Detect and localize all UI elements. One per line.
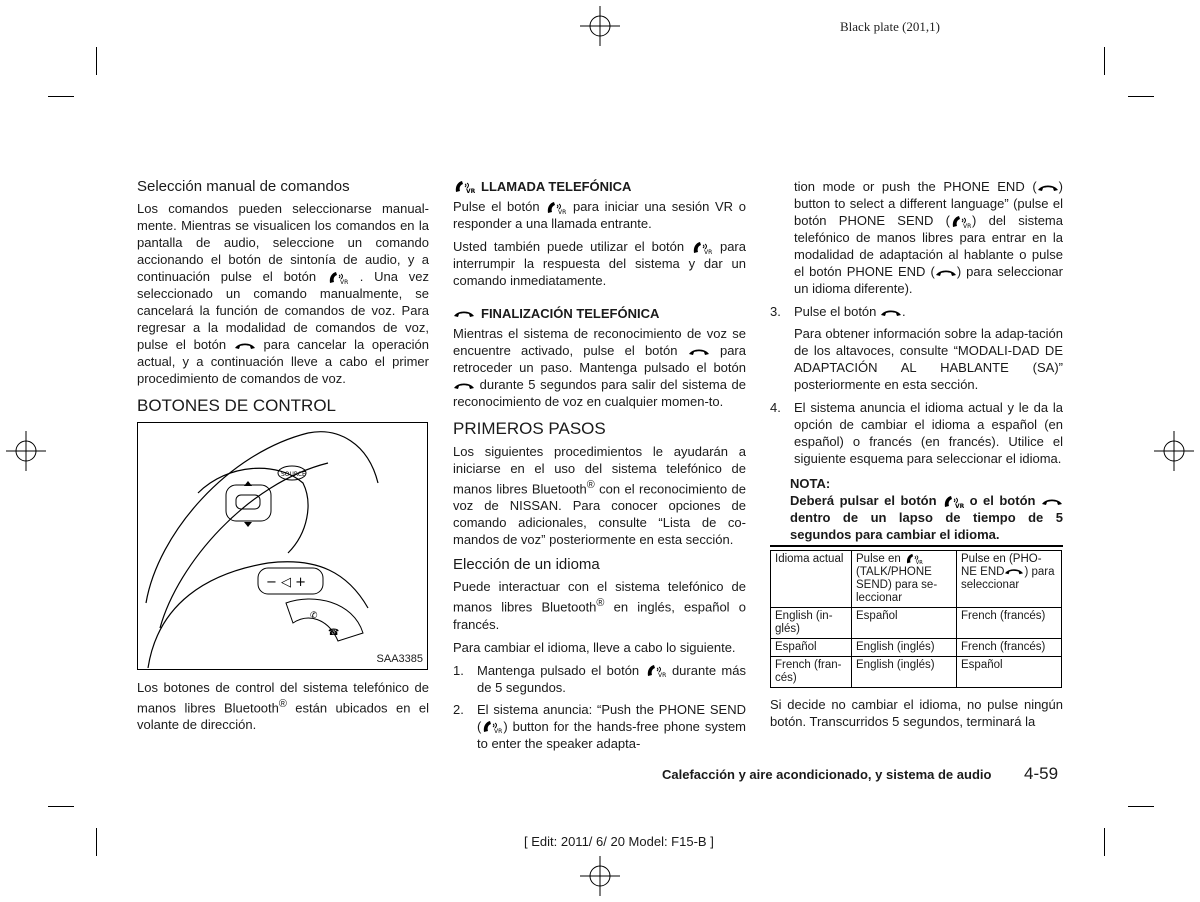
text: para interrumpir la respuesta del sistema y dar un comando inmediatamente. [453, 239, 746, 288]
talk-phone-icon [691, 241, 713, 255]
step-number: 3. [770, 304, 781, 319]
paragraph [137, 200, 429, 387]
text: Los botones de control del sistema telefónico de manos libres Bluetooth [137, 680, 429, 716]
svg-text:VR: VR [963, 222, 972, 229]
svg-text:VR: VR [494, 728, 503, 735]
plate-label: Black plate (201,1) [840, 19, 940, 34]
crop-mark [48, 96, 74, 97]
talk-phone-icon [645, 664, 667, 678]
table-header-cell [852, 551, 957, 608]
text: ) button for the hands-free phone system to enter the speaker adapta- [477, 718, 746, 751]
subsection-heading [453, 178, 746, 195]
paragraph: Para cambiar el idioma, lleve a cabo lo siguiente. [453, 639, 736, 655]
text: Deberá pulsar el botón [790, 493, 937, 508]
text: ) button to select a different language” (pulse el botón PHONE SEND ( [794, 179, 1063, 228]
text: Usted también puede utilizar el botón [453, 239, 685, 254]
figure-label: SAA3385 [376, 653, 423, 665]
text: dentro de un lapso de tiempo de 5 segundos para cambiar el idioma. [790, 510, 1063, 542]
crop-mark [1128, 806, 1154, 807]
table-cell: English (inglés) [852, 639, 957, 657]
registered-mark: ® [278, 698, 287, 710]
talk-phone-icon [942, 495, 964, 509]
crop-mark [96, 828, 97, 856]
column-1 [137, 178, 429, 420]
table-cell: Español [771, 639, 852, 657]
column-3 [770, 178, 1063, 736]
step-text: El sistema anuncia el idioma actual y le da la opción de cambiar el idioma a español (en español) o francés (en francés). Utilice el siguiente esquema para seleccionar el idioma. [794, 400, 1063, 466]
table-cell: French (fran-cés) [771, 657, 852, 688]
registration-mark [580, 856, 620, 896]
phone-end-icon [1041, 497, 1063, 507]
talk-phone-icon [453, 180, 475, 194]
svg-text:VR: VR [339, 278, 349, 285]
column-2 [453, 178, 746, 757]
text: o el botón [969, 493, 1036, 508]
footer-section-title: Calefacción y aire acondicionado, y sistema de audio [662, 767, 992, 782]
phone-end-icon [234, 341, 256, 351]
step-number: 4. [770, 400, 781, 415]
subsection-heading: Elección de un idioma [453, 556, 600, 574]
table-row [771, 551, 1062, 608]
list-item [770, 303, 1063, 320]
phone-end-icon [1004, 567, 1024, 576]
text: Mientras el sistema de reconocimiento de voz se encuentre activado, pulse el botón [453, 326, 746, 358]
section-heading: Selección manual de comandos [137, 178, 350, 195]
subsection-heading [453, 305, 746, 322]
text: Mantenga pulsado el botón [477, 662, 640, 678]
paragraph [453, 238, 746, 289]
text: Pulse el botón [453, 199, 540, 214]
table-row [771, 608, 1062, 639]
paragraph: Si decide no cambiar el idioma, no pulse ningún botón. Transcurridos 5 segundos, terminará la [770, 697, 1063, 730]
phone-end-icon [1037, 183, 1059, 193]
svg-text:VR: VR [558, 208, 567, 215]
phone-end-icon [453, 309, 475, 319]
steering-figure [137, 422, 428, 670]
table-header-cell: Idioma actual [771, 551, 852, 608]
text: están ubicados en el volante de dirección. [137, 700, 429, 733]
phone-end-icon [935, 268, 957, 278]
registration-mark [6, 431, 46, 471]
crop-mark [1104, 828, 1105, 856]
steering-wheel-illustration [138, 423, 426, 668]
paragraph [453, 325, 746, 410]
step-number: 2. [453, 701, 464, 717]
crop-mark [1128, 96, 1154, 97]
table-cell: Español [852, 608, 957, 639]
crop-mark [1104, 47, 1105, 75]
step-text [477, 662, 746, 696]
crop-mark [48, 806, 74, 807]
text: . [902, 304, 906, 319]
text: ) para seleccionar un idioma diferente). [794, 264, 1063, 296]
svg-text:☎: ☎ [328, 628, 340, 638]
steps-list [770, 303, 1063, 320]
note-block [770, 475, 1063, 543]
text: ) para seleccionar [961, 566, 1055, 591]
svg-text:VR: VR [704, 248, 713, 255]
text: durante 5 segundos para salir del sistema de reconocimiento de voz en cualquier momen-to. [453, 377, 746, 409]
paragraph [453, 578, 746, 632]
svg-text:VR: VR [955, 502, 965, 509]
text: para cancelar la operación actual, y a continuación lleve a cabo el primer procedimiento de comandos de voz. [137, 337, 429, 386]
svg-text:− ◁ +: − ◁ + [266, 575, 307, 590]
step-number: 1. [453, 662, 464, 678]
svg-text:VR: VR [915, 560, 923, 565]
note-title: NOTA: [790, 476, 831, 491]
registered-mark: ® [596, 597, 605, 610]
text: durante más de 5 segundos. [477, 662, 746, 695]
text: El sistema anuncia: “Push the PHONE SEND ( [477, 701, 746, 734]
page-number: 4-59 [1024, 764, 1059, 783]
talk-phone-icon [950, 215, 972, 229]
text: Pulse el botón [794, 304, 877, 319]
text: Puede interactuar con el sistema telefónico de manos libres Bluetooth [453, 579, 746, 615]
table-cell: French (francés) [957, 608, 1062, 639]
table-row [771, 639, 1062, 657]
talk-phone-icon [327, 271, 349, 285]
svg-text:✆: ✆ [310, 611, 318, 621]
figure-caption [137, 679, 429, 739]
registration-mark [580, 6, 620, 46]
crop-mark [96, 47, 97, 75]
phone-end-icon [453, 381, 475, 391]
step-text [794, 303, 1063, 320]
text: Los comandos pueden seleccionarse manual-mente. Mientras se visualicen los comandos en la pantalla de audio, seleccione un comando accionando el botón de sintonía de audio, y a continuación pulse el botón [137, 201, 429, 284]
section-heading: BOTONES DE CONTROL [137, 396, 336, 415]
text: para iniciar una sesión VR o responder a una llamada entrante. [453, 199, 746, 231]
text: tion mode or push the PHONE END ( [794, 179, 1037, 194]
paragraph [794, 178, 1063, 297]
paragraph: Para obtener información sobre la adap-tación de los altavoces, consulte “MODALI-DAD DE ADAPTACIÓN AL HABLANTE (SA)” posteriormente en esta sección. [794, 326, 1063, 392]
steps-list [453, 662, 746, 752]
table-cell: French (francés) [957, 639, 1062, 657]
paragraph [453, 198, 746, 232]
svg-text:VR: VR [466, 187, 475, 194]
heading-text: LLAMADA TELEFÓNICA [481, 179, 632, 194]
registered-mark: ® [586, 479, 595, 491]
text: Los siguientes procedimientos le ayudarán a iniciarse en el uso del sistema telefónico de manos libres Bluetooth [453, 444, 746, 497]
paragraph [453, 443, 746, 548]
language-table [770, 550, 1062, 688]
table-cell: English (inglés) [852, 657, 957, 688]
phone-end-icon [880, 308, 902, 318]
section-heading: PRIMEROS PASOS [453, 419, 606, 438]
text: en inglés, español o francés. [453, 599, 746, 632]
registration-mark [1154, 431, 1194, 471]
talk-phone-icon [904, 553, 924, 565]
source-button-label: SOURCE [281, 471, 306, 478]
list-item [453, 662, 746, 696]
table-cell: English (in-glés) [771, 608, 852, 639]
table-row [771, 657, 1062, 688]
list-item [770, 399, 1063, 467]
text: para retroceder un paso. Mantenga pulsado el botón [453, 343, 746, 375]
text: Pulse en (PHO-NE END [961, 553, 1042, 578]
phone-end-icon [688, 347, 710, 357]
heading-text: FINALIZACIÓN TELEFÓNICA [481, 306, 660, 321]
list-item [453, 701, 746, 752]
steps-list [770, 399, 1063, 467]
text: con el reconocimiento de voz de NISSAN. Para conocer opciones de comando adicionales, consulte “Lista de co-mandos de voz” posteriormente en esta sección. [453, 481, 746, 548]
table-cell: Español [957, 657, 1062, 688]
talk-phone-icon [545, 201, 567, 215]
edit-info: [ Edit: 2011/ 6/ 20 Model: F15-B ] [524, 834, 714, 849]
text: ) del sistema telefónico de manos libres para entrar en la modalidad de adaptación al hablante o pulse el botón PHONE END ( [794, 213, 1063, 279]
text: (TALK/PHONE SEND) para se-leccionar [856, 566, 938, 605]
step-text [477, 701, 746, 752]
text: . Una vez seleccionado un comando manualmente, se cancelará la función de comandos de voz. Para regresar a la modalidad de comandos de voz, pulse el botón [137, 269, 429, 352]
text: Pulse en [856, 553, 901, 566]
svg-text:VR: VR [657, 672, 666, 679]
paragraph [137, 679, 429, 733]
table-header-cell [957, 551, 1062, 608]
talk-phone-icon [481, 720, 503, 734]
note-text [790, 492, 1063, 543]
